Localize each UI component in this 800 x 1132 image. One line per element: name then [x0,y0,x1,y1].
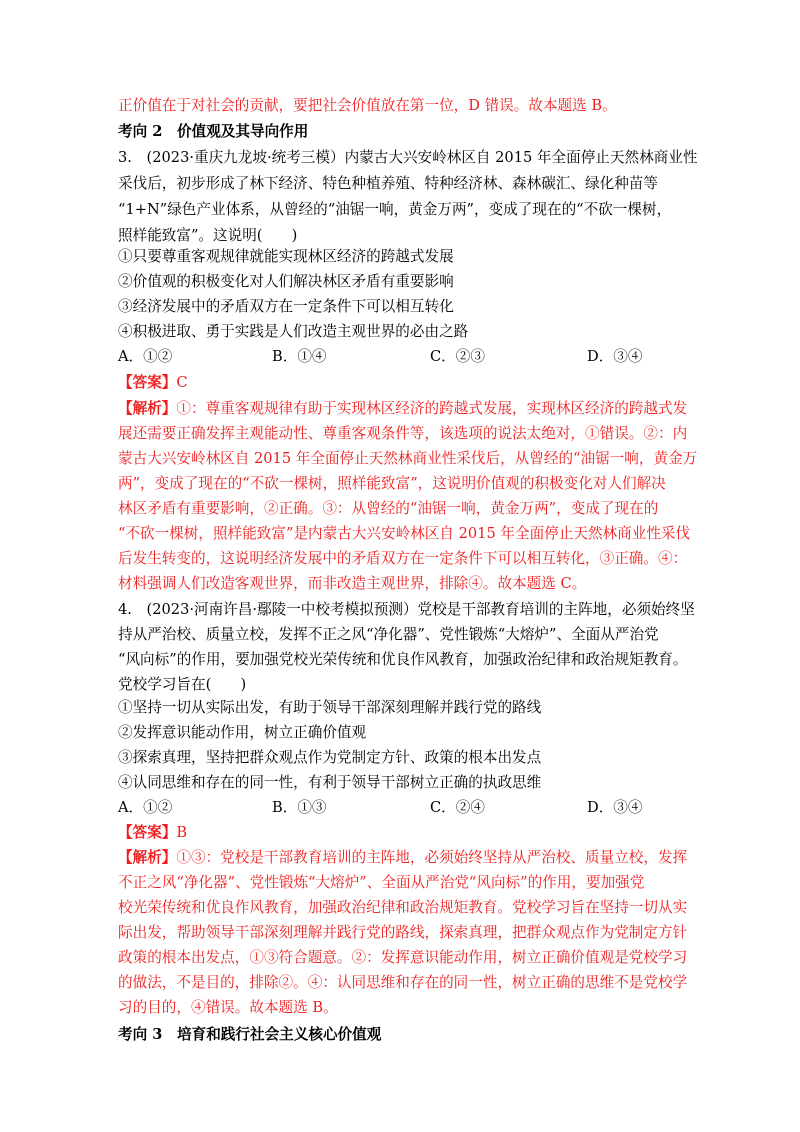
q4-option-b: B．①③ [272,799,327,816]
q3-stem-line: “1+N”绿色产业体系，从曾经的“油锯一响，黄金万两”，变成了现在的“不砍一棵树， [118,201,672,218]
previous-explanation-end: 正价值在于对社会的贡献，要把社会价值放在第一位，D 错误。故本题选 B。 [118,97,617,114]
q3-analysis-line: 蒙古大兴安岭林区自 2015 年全面停止天然林商业性采伐后，从曾经的“油锯一响，黄金万 [118,450,698,467]
q4-option-c: C．②④ [430,799,485,816]
q3-option-c: C．②③ [430,348,485,365]
q3-option-b: B．①④ [272,348,327,365]
section-2-title: 考向 2 价值观及其导向作用 [118,123,309,140]
q3-option-a: A．①② [118,348,173,365]
q3-analysis-tag: 【解析】 [118,400,177,417]
q4-stem-line: “风向标”的作用，要加强党校光荣传统和优良作风教育，加强政治纪律和政治规矩教育。 [118,651,688,668]
q4-analysis-tag: 【解析】 [118,849,177,866]
section-3-title: 考向 3 培育和践行社会主义核心价值观 [118,1026,382,1043]
q3-analysis-line: 林区矛盾有重要影响，②正确。③：从曾经的“油锯一响，黄金万两”，变成了现在的 [118,500,659,517]
q4-analysis-text: ①③：党校是干部教育培训的主阵地，必须始终坚持从严治校、质量立校，发挥 [176,849,688,866]
q4-stem-line: 持从严治校、质量立校，发挥不正之风“净化器”、党性锻炼“大熔炉”、全面从严治党 [118,626,659,643]
q4-analysis-line: 的做法，不是目的，排除②。④：认同思维和存在的同一性，树立正确的思维不是党校学 [118,974,688,991]
q3-answer-tag: 【答案】 [118,374,177,391]
q4-stem-line: 党校学习旨在( ) [118,676,247,693]
q3-stem-line: 照样能致富”。这说明( ) [118,227,298,244]
q3-analysis-line: 材料强调人们改造客观世界，而非改造主观世界，排除④。故本题选 C。 [118,575,587,592]
q3-option-d: D．③④ [587,348,643,365]
q4-answer-value: B [176,824,188,841]
q4-statement-1: ①坚持一切从实际出发，有助于领导干部深刻理解并践行党的路线 [118,699,542,716]
q3-analysis-line: 两”，变成了现在的“不砍一棵树，照样能致富”，这说明价值观的积极变化对人们解决 [118,475,666,492]
q3-stem-line: 采伐后，初步形成了林下经济、特色种植养殖、特种经济林、森林碳汇、绿化种苗等 [118,175,658,192]
q3-statement-4: ④积极进取、勇于实践是人们改造主观世界的必由之路 [118,323,469,340]
q4-analysis-line: 习的目的，④错误。故本题选 B。 [118,999,338,1016]
q4-analysis-line: 政策的根本出发点，①③符合题意。②：发挥意识能动作用，树立正确价值观是党校学习 [118,949,688,966]
q3-answer [118,372,188,394]
q3-analysis-line: 后发生转变的，这说明经济发展中的矛盾双方在一定条件下可以相互转化，③正确。④： [118,550,688,567]
q3-analysis-text: ①：尊重客观规律有助于实现林区经济的跨越式发展，实现林区经济的跨越式发 [176,400,688,417]
q4-statement-4: ④认同思维和存在的同一性，有利于领导干部树立正确的执政思维 [118,774,542,791]
q4-analysis-line: 际出发，帮助领导干部深刻理解并践行党的路线，探索真理，把群众观点作为党制定方针 [118,924,688,941]
q4-option-d: D．③④ [587,799,643,816]
q3-analysis-line: 展还需要正确发挥主观能动性、尊重客观条件等，该选项的说法太绝对，①错误。②：内 [118,425,688,442]
q3-statement-1: ①只要尊重客观规律就能实现林区经济的跨越式发展 [118,248,454,265]
q3-stem-line: 3. (2023·重庆九龙坡·统考三模）内蒙古大兴安岭林区自 2015 年全面停止天然林商业性 [118,149,698,166]
q4-stem-line: 4. (2023·河南许昌·鄢陵一中校考模拟预测）党校是干部教育培训的主阵地，必须始终坚 [118,601,695,618]
q3-analysis-line: “不砍一棵树，照样能致富”是内蒙古大兴安岭林区自 2015 年全面停止天然林商业性采伐 [118,525,691,542]
q4-option-a: A．①② [118,799,173,816]
q3-answer-value: C [176,374,188,391]
q4-statement-3: ③探索真理，坚持把群众观点作为党制定方针、政策的根本出发点 [118,749,542,766]
q4-answer [118,822,187,844]
q4-answer-tag: 【答案】 [118,824,177,841]
q3-statement-2: ②价值观的积极变化对人们解决林区矛盾有重要影响 [118,273,454,290]
q3-statement-3: ③经济发展中的矛盾双方在一定条件下可以相互转化 [118,298,454,315]
q4-statement-2: ②发挥意识能动作用，树立正确价值观 [118,724,367,741]
q3-analysis-line [118,398,687,420]
q4-analysis-line [118,847,687,869]
q4-analysis-line: 不正之风“净化器”、党性锻炼“大熔炉”、全面从严治党“风向标”的作用，要加强党 [118,874,645,891]
q4-analysis-line: 校光荣传统和优良作风教育，加强政治纪律和政治规矩教育。党校学习旨在坚持一切从实 [118,899,688,916]
